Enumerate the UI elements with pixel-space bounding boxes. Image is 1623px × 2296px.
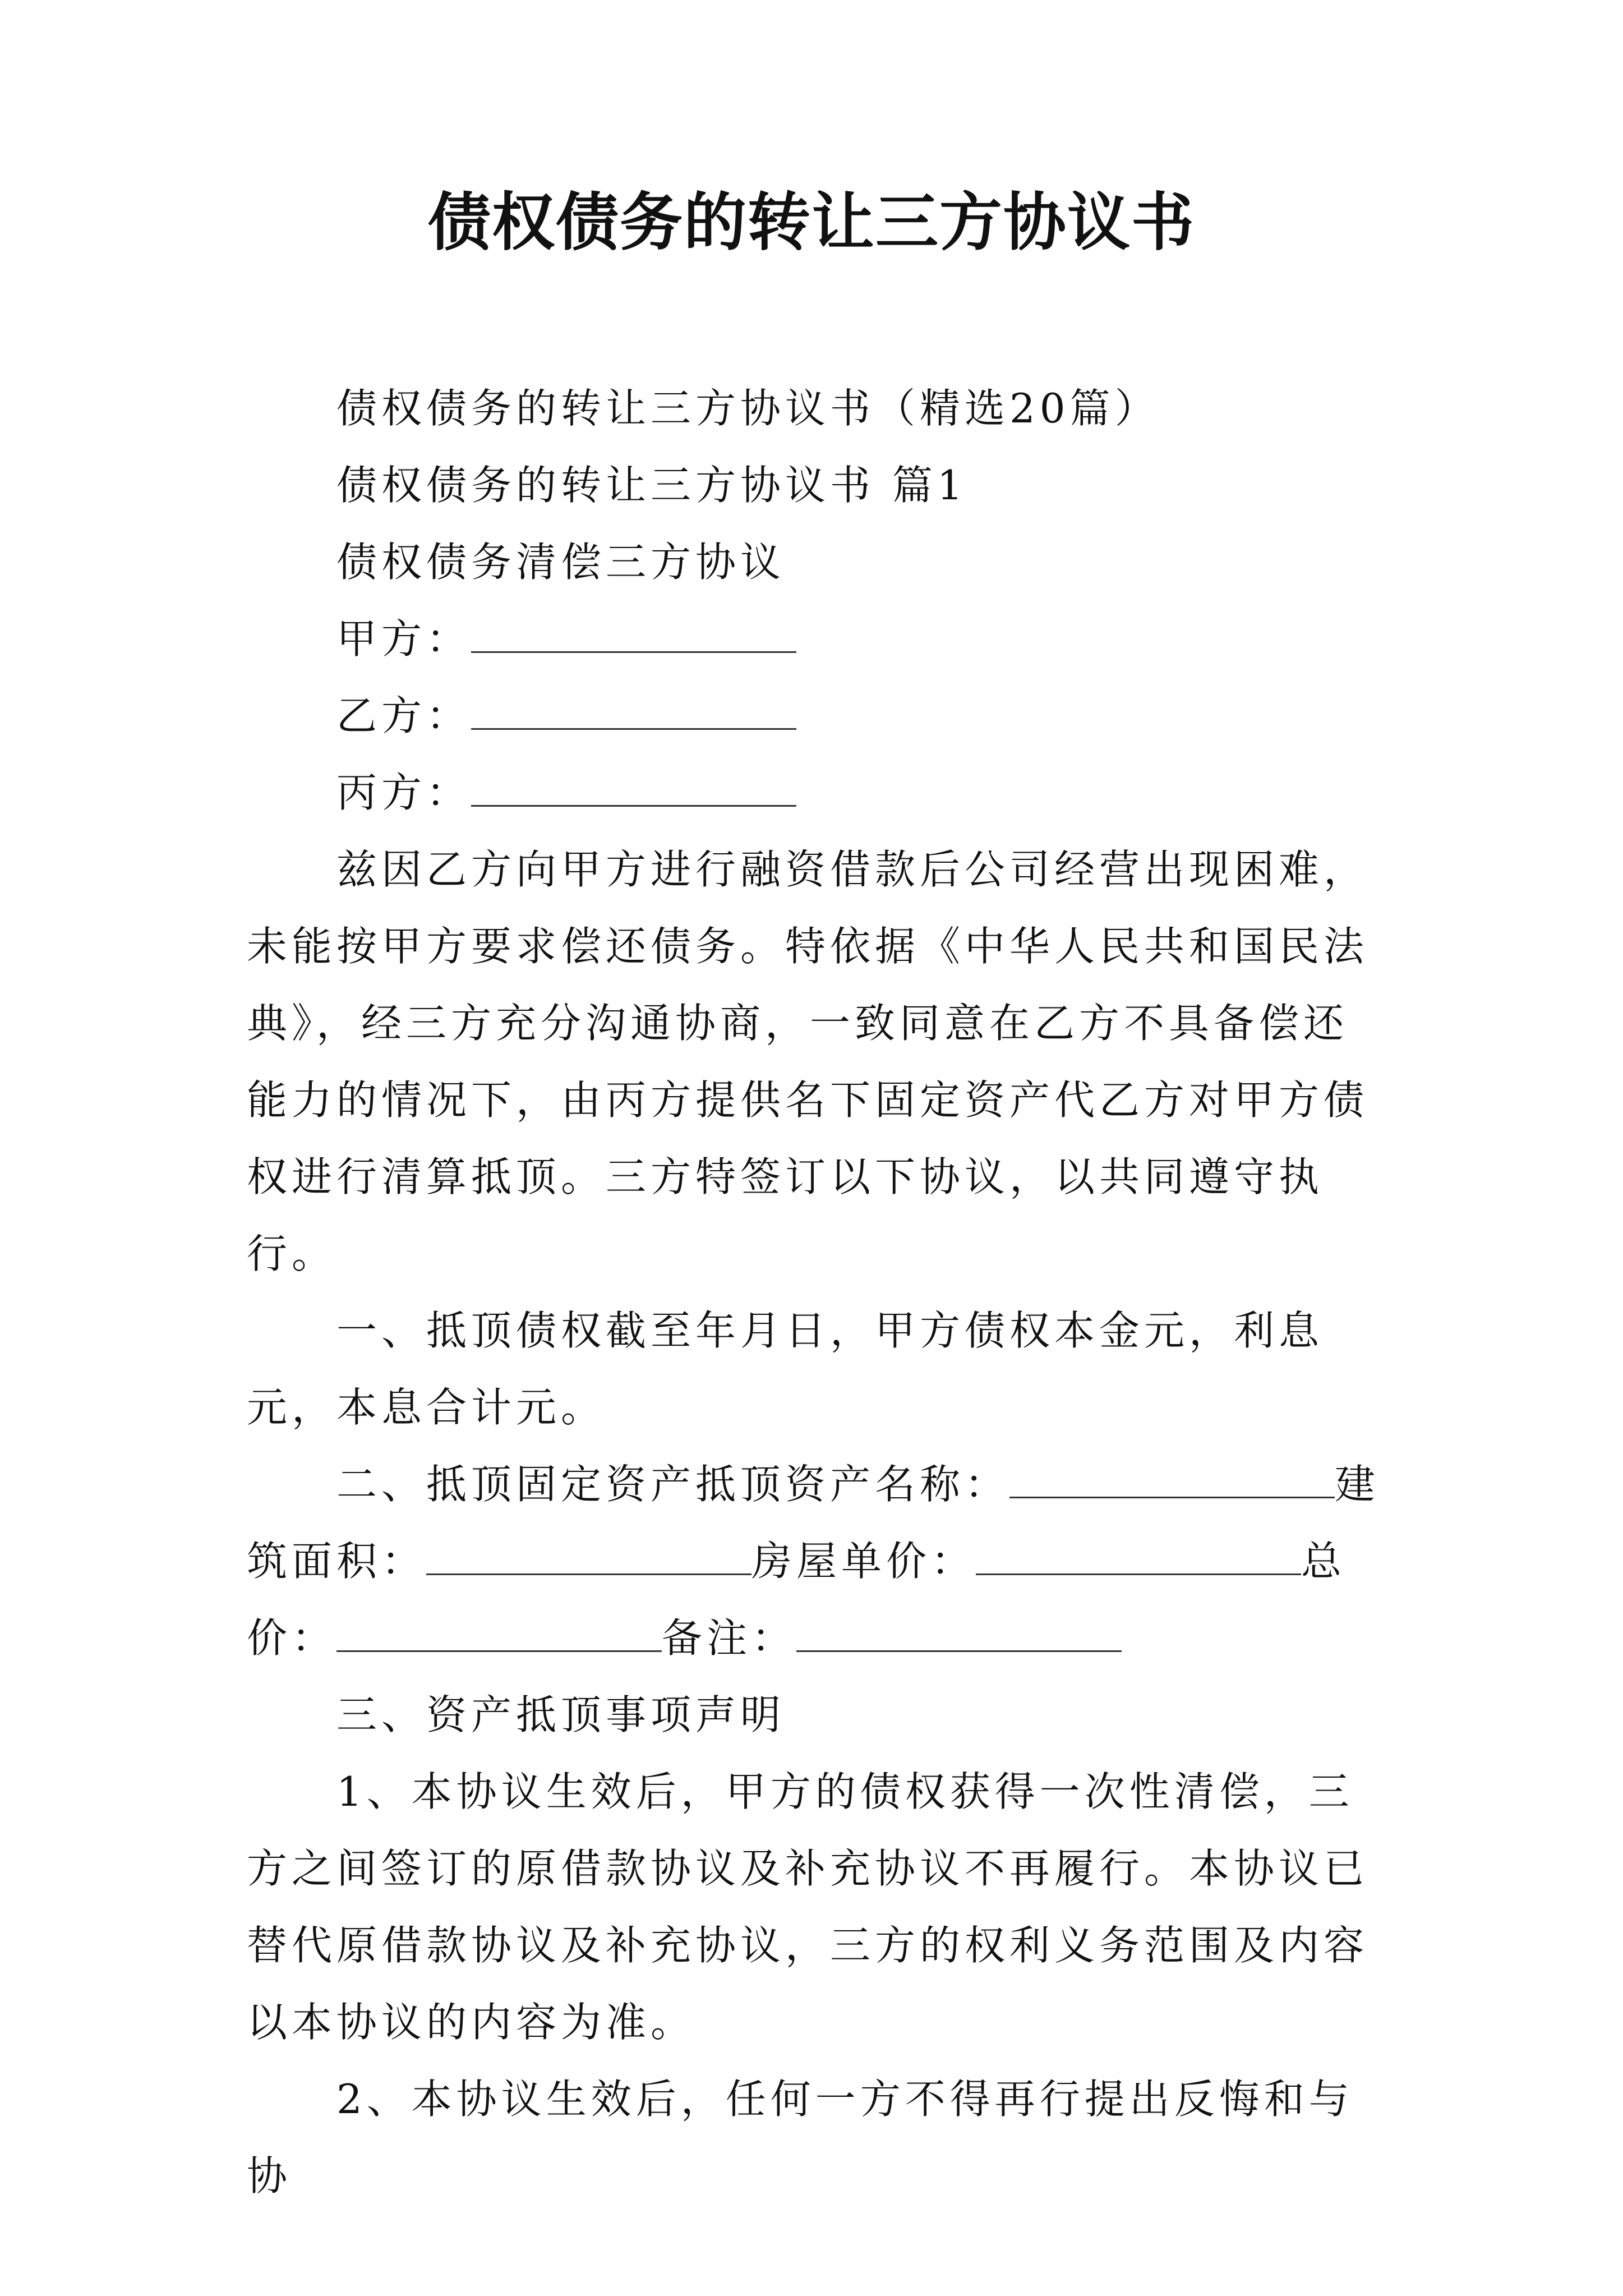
building-area-blank — [426, 1568, 751, 1575]
remarks-label: 备注： — [662, 1614, 797, 1662]
total-price-label: 总价： — [247, 1538, 1347, 1662]
party-a-label: 甲方： — [336, 615, 472, 662]
remarks-blank — [796, 1645, 1122, 1652]
party-c-label: 丙方： — [336, 769, 472, 816]
document-title: 债权债务的转让三方协议书 — [428, 186, 1195, 259]
section-heading: 债权债务的转让三方协议书 篇1 — [336, 462, 967, 509]
party-b-blank — [471, 723, 796, 730]
party-c-blank — [471, 799, 796, 807]
clause-1-paragraph: 一、抵顶债权截至年月日，甲方债权本金元，利息元，本息合计元。 — [247, 1307, 1324, 1431]
agreement-name: 债权债务清偿三方协议 — [336, 539, 786, 586]
clause-3-heading: 三、资产抵顶事项声明 — [336, 1691, 786, 1738]
party-b-line — [247, 678, 1391, 754]
party-c-line — [247, 754, 1391, 831]
unit-price-blank — [976, 1568, 1301, 1575]
preamble-paragraph: 兹因乙方向甲方进行融资借款后公司经营出现困难，未能按甲方要求偿还债务。特依据《中华人民共和国民法典》，经三方充分沟通协商，一致同意在乙方不具备偿还能力的情况下，由丙方提供名下固定资产代乙方对甲方债权进行清算抵顶。三方特签订以下协议，以共同遵守执行。 — [247, 846, 1369, 1277]
clause-3-2-paragraph: 2、本协议生效后，任何一方不得再行提出反悔和与协 — [247, 2076, 1354, 2200]
clause-3-1-paragraph: 1、本协议生效后，甲方的债权获得一次性清偿，三方之间签订的原借款协议及补充协议不再履行。本协议已替代原借款协议及补充协议，三方的权利义务范围及内容以本协议的内容为准。 — [247, 1768, 1369, 2046]
party-b-label: 乙方： — [336, 692, 472, 739]
document-body — [247, 370, 1391, 2215]
asset-name-blank — [1009, 1491, 1335, 1498]
party-a-line — [247, 601, 1391, 678]
clause-2-paragraph — [247, 1446, 1391, 1677]
building-area-label: 建筑面积： — [247, 1461, 1380, 1585]
subtitle-line: 债权债务的转让三方协议书（精选20篇） — [336, 385, 1160, 432]
total-price-blank — [336, 1645, 662, 1652]
asset-name-label: 二、抵顶固定资产抵顶资产名称： — [336, 1461, 1010, 1508]
party-a-blank — [471, 646, 796, 653]
unit-price-label: 房屋单价： — [751, 1538, 976, 1585]
